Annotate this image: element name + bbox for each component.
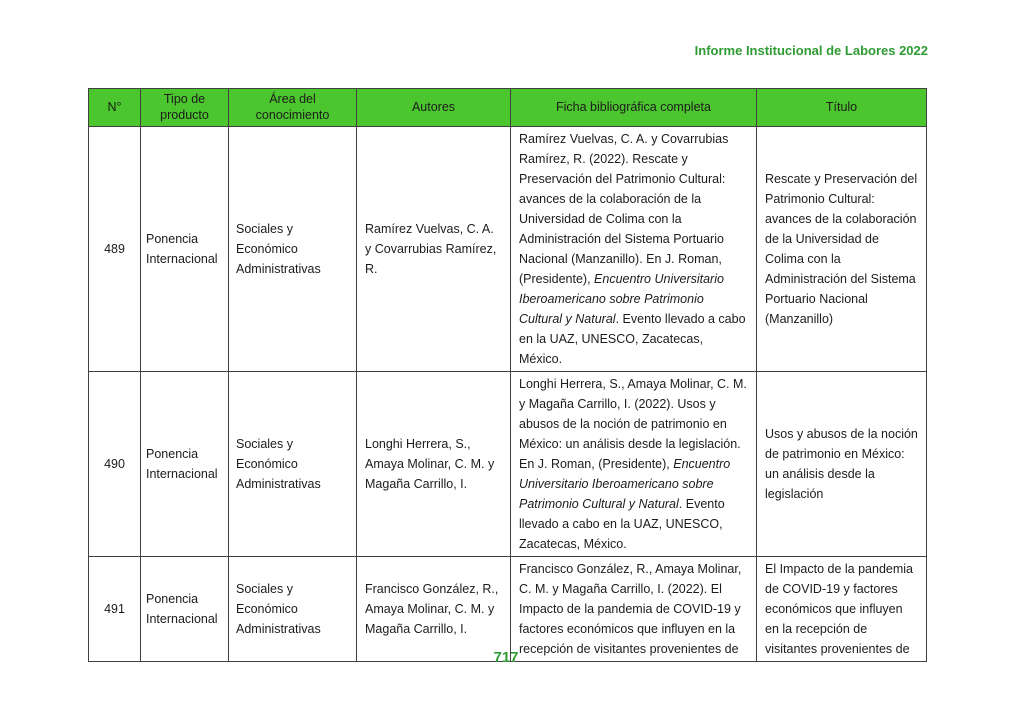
cell-tipo-producto: Ponencia Internacional bbox=[141, 556, 229, 661]
cell-tipo-producto: Ponencia Internacional bbox=[141, 371, 229, 556]
table-body bbox=[89, 126, 927, 661]
table-row bbox=[89, 556, 927, 661]
column-header: N° bbox=[89, 89, 141, 127]
column-header: Tipo de producto bbox=[141, 89, 229, 127]
cell-area-conocimiento: Sociales y Económico Administrativas bbox=[229, 371, 357, 556]
ficha-italic-segment: Encuentro Universitario Iberoamericano sobre Patrimonio Cultural y Natural bbox=[519, 456, 731, 511]
page-number: 717 bbox=[493, 649, 519, 666]
ficha-segment: Ramírez Vuelvas, C. A. y Covarrubias Ramírez, R. (2022). Rescate y Preservación del Patrimonio Cultural: avances de la colaboración de la Universidad de Colima con la Administración del Sistema Portuario Nacional (Manzanillo). En J. Roman, (Presidente), bbox=[519, 131, 729, 286]
ficha-italic-segment: Encuentro Universitario Iberoamericano sobre Patrimonio Cultural y Natural bbox=[519, 271, 724, 326]
cell-numero: 491 bbox=[89, 556, 141, 661]
cell-numero: 490 bbox=[89, 371, 141, 556]
cell-tipo-producto: Ponencia Internacional bbox=[141, 126, 229, 371]
publications-table bbox=[88, 88, 927, 662]
column-header: Autores bbox=[357, 89, 511, 127]
cell-ficha bbox=[511, 126, 757, 371]
ficha-segment: . Evento llevado a cabo en la UAZ, UNESCO, Zacatecas, México. bbox=[519, 311, 746, 366]
cell-area-conocimiento: Sociales y Económico Administrativas bbox=[229, 126, 357, 371]
ficha-segment: Francisco González, R., Amaya Molinar, C. M. y Magaña Carrillo, I. (2022). El Impacto de la pandemia de COVID-19 y factores económicos que influyen en la recepción de visitantes provenientes de bbox=[519, 561, 742, 656]
column-header: Área del conocimiento bbox=[229, 89, 357, 127]
column-header: Título bbox=[757, 89, 927, 127]
cell-autores: Ramírez Vuelvas, C. A. y Covarrubias Ramírez, R. bbox=[357, 126, 511, 371]
table-row bbox=[89, 371, 927, 556]
cell-titulo: El Impacto de la pandemia de COVID-19 y factores económicos que influyen en la recepción de visitantes provenientes de bbox=[757, 556, 927, 661]
document-header-title: Informe Institucional de Labores 2022 bbox=[694, 43, 928, 58]
cell-ficha bbox=[511, 371, 757, 556]
column-header: Ficha bibliográfica completa bbox=[511, 89, 757, 127]
table-header-row bbox=[89, 89, 927, 127]
cell-area-conocimiento: Sociales y Económico Administrativas bbox=[229, 556, 357, 661]
cell-titulo: Rescate y Preservación del Patrimonio Cultural: avances de la colaboración de la Universidad de Colima con la Administración del Sistema Portuario Nacional (Manzanillo) bbox=[757, 126, 927, 371]
table-row bbox=[89, 126, 927, 371]
cell-autores: Francisco González, R., Amaya Molinar, C. M. y Magaña Carrillo, I. bbox=[357, 556, 511, 661]
table-header bbox=[89, 89, 927, 127]
ficha-segment: Longhi Herrera, S., Amaya Molinar, C. M. y Magaña Carrillo, I. (2022). Usos y abusos de la noción de patrimonio en México: un análisis desde la legislación. En J. Roman, (Presidente), bbox=[519, 376, 747, 471]
cell-autores: Longhi Herrera, S., Amaya Molinar, C. M. y Magaña Carrillo, I. bbox=[357, 371, 511, 556]
ficha-segment: . Evento llevado a cabo en la UAZ, UNESCO, Zacatecas, México. bbox=[519, 496, 725, 551]
cell-titulo: Usos y abusos de la noción de patrimonio en México: un análisis desde la legislación bbox=[757, 371, 927, 556]
cell-numero: 489 bbox=[89, 126, 141, 371]
cell-ficha bbox=[511, 556, 757, 661]
